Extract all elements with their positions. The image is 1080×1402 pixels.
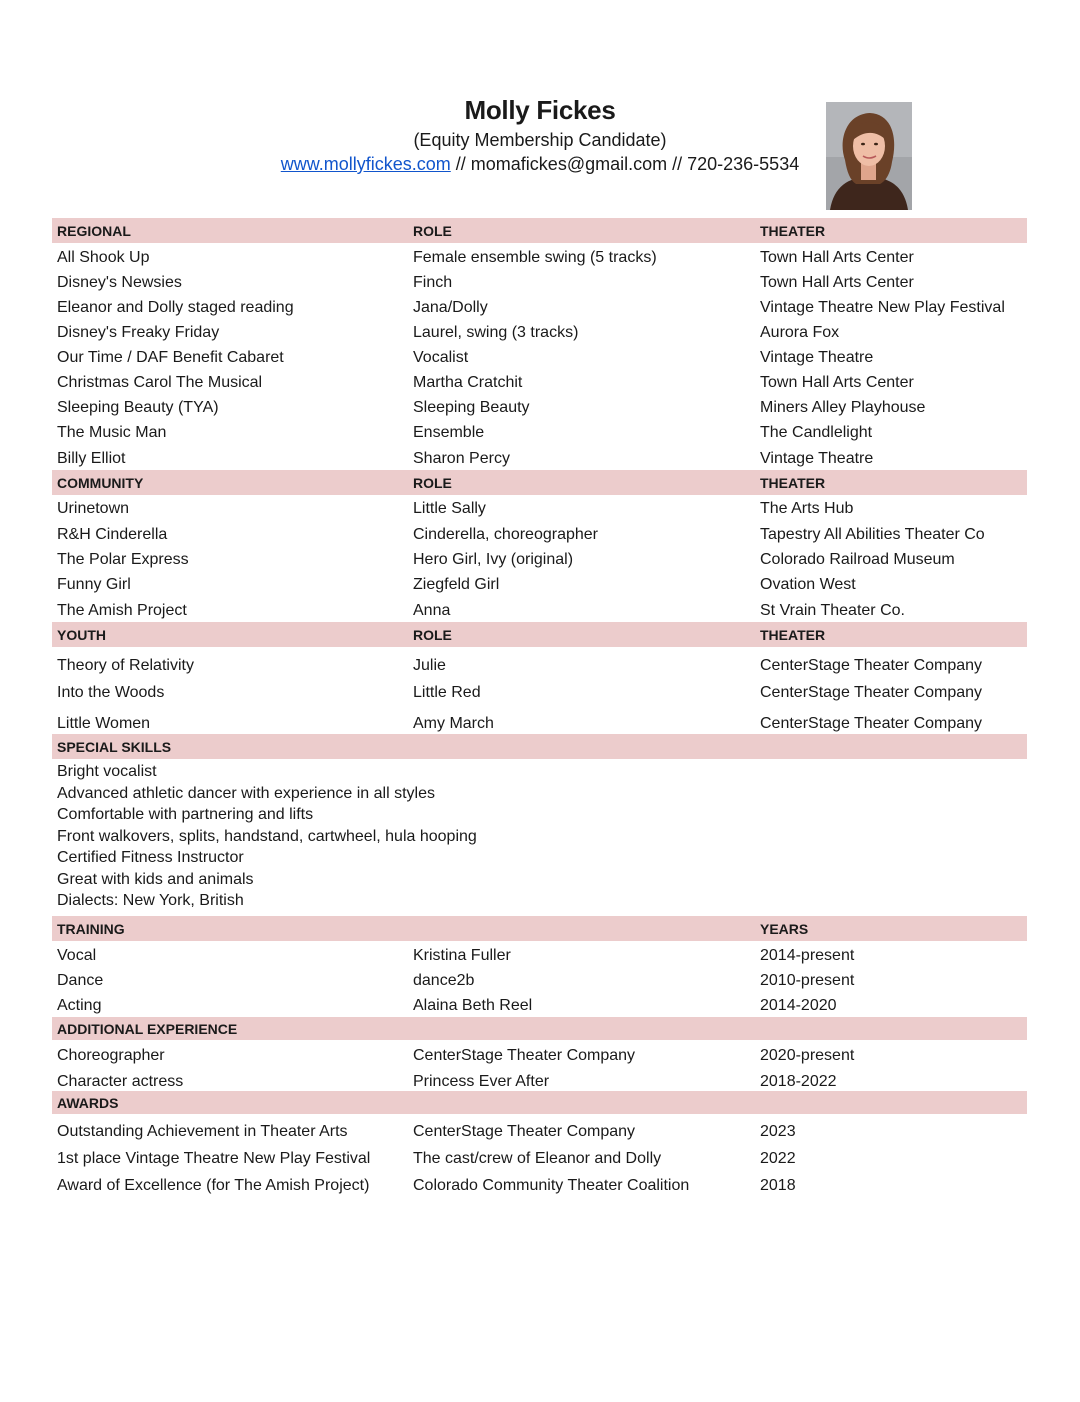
table-row bbox=[52, 1067, 1027, 1091]
experience-role: Character actress bbox=[57, 1072, 184, 1090]
section-title: TRAINING bbox=[57, 920, 125, 937]
table-row bbox=[52, 243, 1027, 268]
table-row bbox=[52, 991, 1027, 1017]
section-title: REGIONAL bbox=[57, 223, 131, 239]
show-title: Billy Elliot bbox=[57, 450, 126, 467]
section-header-awards bbox=[52, 1091, 1027, 1114]
table-row bbox=[52, 1040, 1027, 1067]
actor-name: Molly Fickes bbox=[464, 95, 616, 125]
theater-name: Colorado Railroad Museum bbox=[760, 551, 955, 568]
show-title: Funny Girl bbox=[57, 576, 131, 593]
instructor: Alaina Beth Reel bbox=[413, 996, 533, 1014]
role-name: Finch bbox=[413, 274, 453, 291]
table-row bbox=[52, 545, 1027, 570]
show-title: Eleanor and Dolly staged reading bbox=[57, 299, 294, 316]
headshot-photo bbox=[826, 102, 912, 210]
table-row bbox=[52, 1168, 1027, 1195]
years: 2018-2022 bbox=[760, 1072, 837, 1090]
years: 2020-present bbox=[760, 1046, 855, 1064]
theater-name: Vintage Theatre bbox=[760, 349, 874, 366]
theater-name: CenterStage Theater Company bbox=[760, 657, 983, 674]
theater-name: The Candlelight bbox=[760, 424, 873, 441]
role-name: Little Red bbox=[413, 684, 481, 701]
award-organization: CenterStage Theater Company bbox=[413, 1122, 636, 1140]
list-item: Dialects: New York, British bbox=[57, 892, 244, 909]
training-type: Vocal bbox=[57, 946, 97, 964]
theater-name: Vintage Theatre New Play Festival bbox=[760, 299, 1005, 316]
show-title: The Amish Project bbox=[57, 602, 187, 619]
theater-name: Town Hall Arts Center bbox=[760, 374, 914, 391]
table-row bbox=[52, 268, 1027, 293]
years: 2010-present bbox=[760, 971, 855, 989]
role-column-header: ROLE bbox=[413, 627, 452, 643]
role-name: Anna bbox=[413, 602, 451, 619]
theater-name: Aurora Fox bbox=[760, 324, 840, 341]
theater-name: St Vrain Theater Co. bbox=[760, 602, 905, 619]
award-year: 2023 bbox=[760, 1122, 796, 1140]
role-name: Martha Cratchit bbox=[413, 374, 523, 391]
show-title: Disney's Freaky Friday bbox=[57, 324, 220, 341]
section-title: AWARDS bbox=[57, 1094, 119, 1111]
table-row bbox=[52, 941, 1027, 966]
theater-name: Ovation West bbox=[760, 576, 856, 593]
section-header-additional-experience bbox=[52, 1017, 1027, 1040]
table-row bbox=[52, 495, 1027, 520]
theater-name: Town Hall Arts Center bbox=[760, 249, 914, 266]
section-header-community bbox=[52, 470, 1027, 495]
section-header-youth bbox=[52, 622, 1027, 647]
headshot-image bbox=[826, 102, 912, 210]
role-name: Ensemble bbox=[413, 424, 485, 441]
theater-name: Vintage Theatre bbox=[760, 450, 874, 467]
award-organization: The cast/crew of Eleanor and Dolly bbox=[413, 1149, 662, 1167]
table-row bbox=[52, 966, 1027, 991]
theater-name: Tapestry All Abilities Theater Co bbox=[760, 526, 985, 543]
role-name: Cinderella, choreographer bbox=[413, 526, 598, 543]
section-header-regional bbox=[52, 218, 1027, 243]
award-organization: Colorado Community Theater Coalition bbox=[413, 1176, 690, 1194]
award-name: 1st place Vintage Theatre New Play Festival bbox=[57, 1149, 371, 1167]
table-row bbox=[52, 418, 1027, 443]
section-title: SPECIAL SKILLS bbox=[57, 739, 172, 755]
list-item: Great with kids and animals bbox=[57, 870, 254, 888]
list-item: Bright vocalist bbox=[57, 763, 157, 780]
role-column-header: ROLE bbox=[413, 223, 452, 239]
role-name: Ziegfeld Girl bbox=[413, 576, 500, 593]
table-row bbox=[52, 1141, 1027, 1168]
resume-body bbox=[52, 218, 1027, 1195]
section-header-skills bbox=[52, 734, 1027, 759]
theater-column-header: THEATER bbox=[760, 475, 826, 491]
table-row bbox=[52, 1114, 1027, 1141]
role-name: Jana/Dolly bbox=[413, 299, 488, 316]
theater-name: CenterStage Theater Company bbox=[760, 715, 983, 732]
years: 2014-2020 bbox=[760, 996, 837, 1014]
section-title: ADDITIONAL EXPERIENCE bbox=[57, 1020, 238, 1037]
table-row bbox=[52, 318, 1027, 343]
role-name: Female ensemble swing (5 tracks) bbox=[413, 249, 657, 266]
table-row bbox=[52, 443, 1027, 470]
years-column-header: YEARS bbox=[760, 920, 809, 937]
table-row bbox=[52, 520, 1027, 545]
show-title: Christmas Carol The Musical bbox=[57, 374, 263, 391]
show-title: Disney's Newsies bbox=[57, 274, 182, 291]
show-title: Our Time / DAF Benefit Cabaret bbox=[57, 349, 284, 366]
theater-name: Miners Alley Playhouse bbox=[760, 399, 926, 416]
show-title: Urinetown bbox=[57, 500, 130, 517]
list-item: Advanced athletic dancer with experience in all styles bbox=[57, 784, 435, 802]
award-year: 2018 bbox=[760, 1176, 796, 1194]
table-row bbox=[52, 675, 1027, 704]
show-title: Theory of Relativity bbox=[57, 657, 194, 674]
role-name: Hero Girl, Ivy (original) bbox=[413, 551, 574, 568]
table-row bbox=[52, 570, 1027, 595]
show-title: All Shook Up bbox=[57, 249, 150, 266]
role-name: Amy March bbox=[413, 715, 494, 732]
table-row bbox=[52, 368, 1027, 393]
list-item: Comfortable with partnering and lifts bbox=[57, 806, 314, 823]
organization: Princess Ever After bbox=[413, 1072, 550, 1090]
instructor: dance2b bbox=[413, 971, 475, 989]
show-title: Little Women bbox=[57, 715, 151, 732]
experience-role: Choreographer bbox=[57, 1046, 165, 1064]
instructor: Kristina Fuller bbox=[413, 946, 511, 964]
section-title: COMMUNITY bbox=[57, 475, 144, 491]
award-name: Outstanding Achievement in Theater Arts bbox=[57, 1122, 348, 1140]
table-row bbox=[52, 343, 1027, 368]
award-year: 2022 bbox=[760, 1149, 796, 1167]
skills-list bbox=[52, 759, 1027, 916]
contact-details: // momafickes@gmail.com // 720-236-5534 bbox=[450, 154, 800, 174]
show-title: Sleeping Beauty (TYA) bbox=[57, 399, 219, 416]
equity-status: (Equity Membership Candidate) bbox=[413, 130, 667, 150]
role-name: Sleeping Beauty bbox=[413, 399, 530, 416]
theater-name: CenterStage Theater Company bbox=[760, 684, 983, 701]
show-title: R&H Cinderella bbox=[57, 526, 168, 543]
show-title: The Polar Express bbox=[57, 551, 189, 568]
table-row bbox=[52, 293, 1027, 318]
table-row bbox=[52, 704, 1027, 734]
role-name: Laurel, swing (3 tracks) bbox=[413, 324, 579, 341]
section-header-training bbox=[52, 916, 1027, 941]
training-type: Dance bbox=[57, 971, 104, 989]
table-row bbox=[52, 647, 1027, 675]
organization: CenterStage Theater Company bbox=[413, 1046, 636, 1064]
table-row bbox=[52, 595, 1027, 622]
role-name: Julie bbox=[413, 657, 446, 674]
award-name: Award of Excellence (for The Amish Project) bbox=[57, 1176, 370, 1194]
theater-column-header: THEATER bbox=[760, 223, 826, 239]
role-name: Sharon Percy bbox=[413, 450, 510, 467]
website-link[interactable]: www.mollyfickes.com bbox=[280, 154, 451, 174]
theater-name: The Arts Hub bbox=[760, 500, 854, 517]
role-column-header: ROLE bbox=[413, 475, 452, 491]
contact-line bbox=[0, 152, 1080, 176]
show-title: Into the Woods bbox=[57, 684, 165, 701]
list-item: Front walkovers, splits, handstand, cartwheel, hula hooping bbox=[57, 827, 477, 845]
role-name: Little Sally bbox=[413, 500, 486, 517]
training-type: Acting bbox=[57, 996, 102, 1014]
theater-name: Town Hall Arts Center bbox=[760, 274, 914, 291]
theater-column-header: THEATER bbox=[760, 627, 826, 643]
years: 2014-present bbox=[760, 946, 855, 964]
list-item: Certified Fitness Instructor bbox=[57, 849, 244, 866]
section-title: YOUTH bbox=[57, 627, 106, 643]
table-row bbox=[52, 393, 1027, 418]
show-title: The Music Man bbox=[57, 424, 167, 441]
role-name: Vocalist bbox=[413, 349, 469, 366]
resume-header bbox=[0, 92, 1080, 176]
